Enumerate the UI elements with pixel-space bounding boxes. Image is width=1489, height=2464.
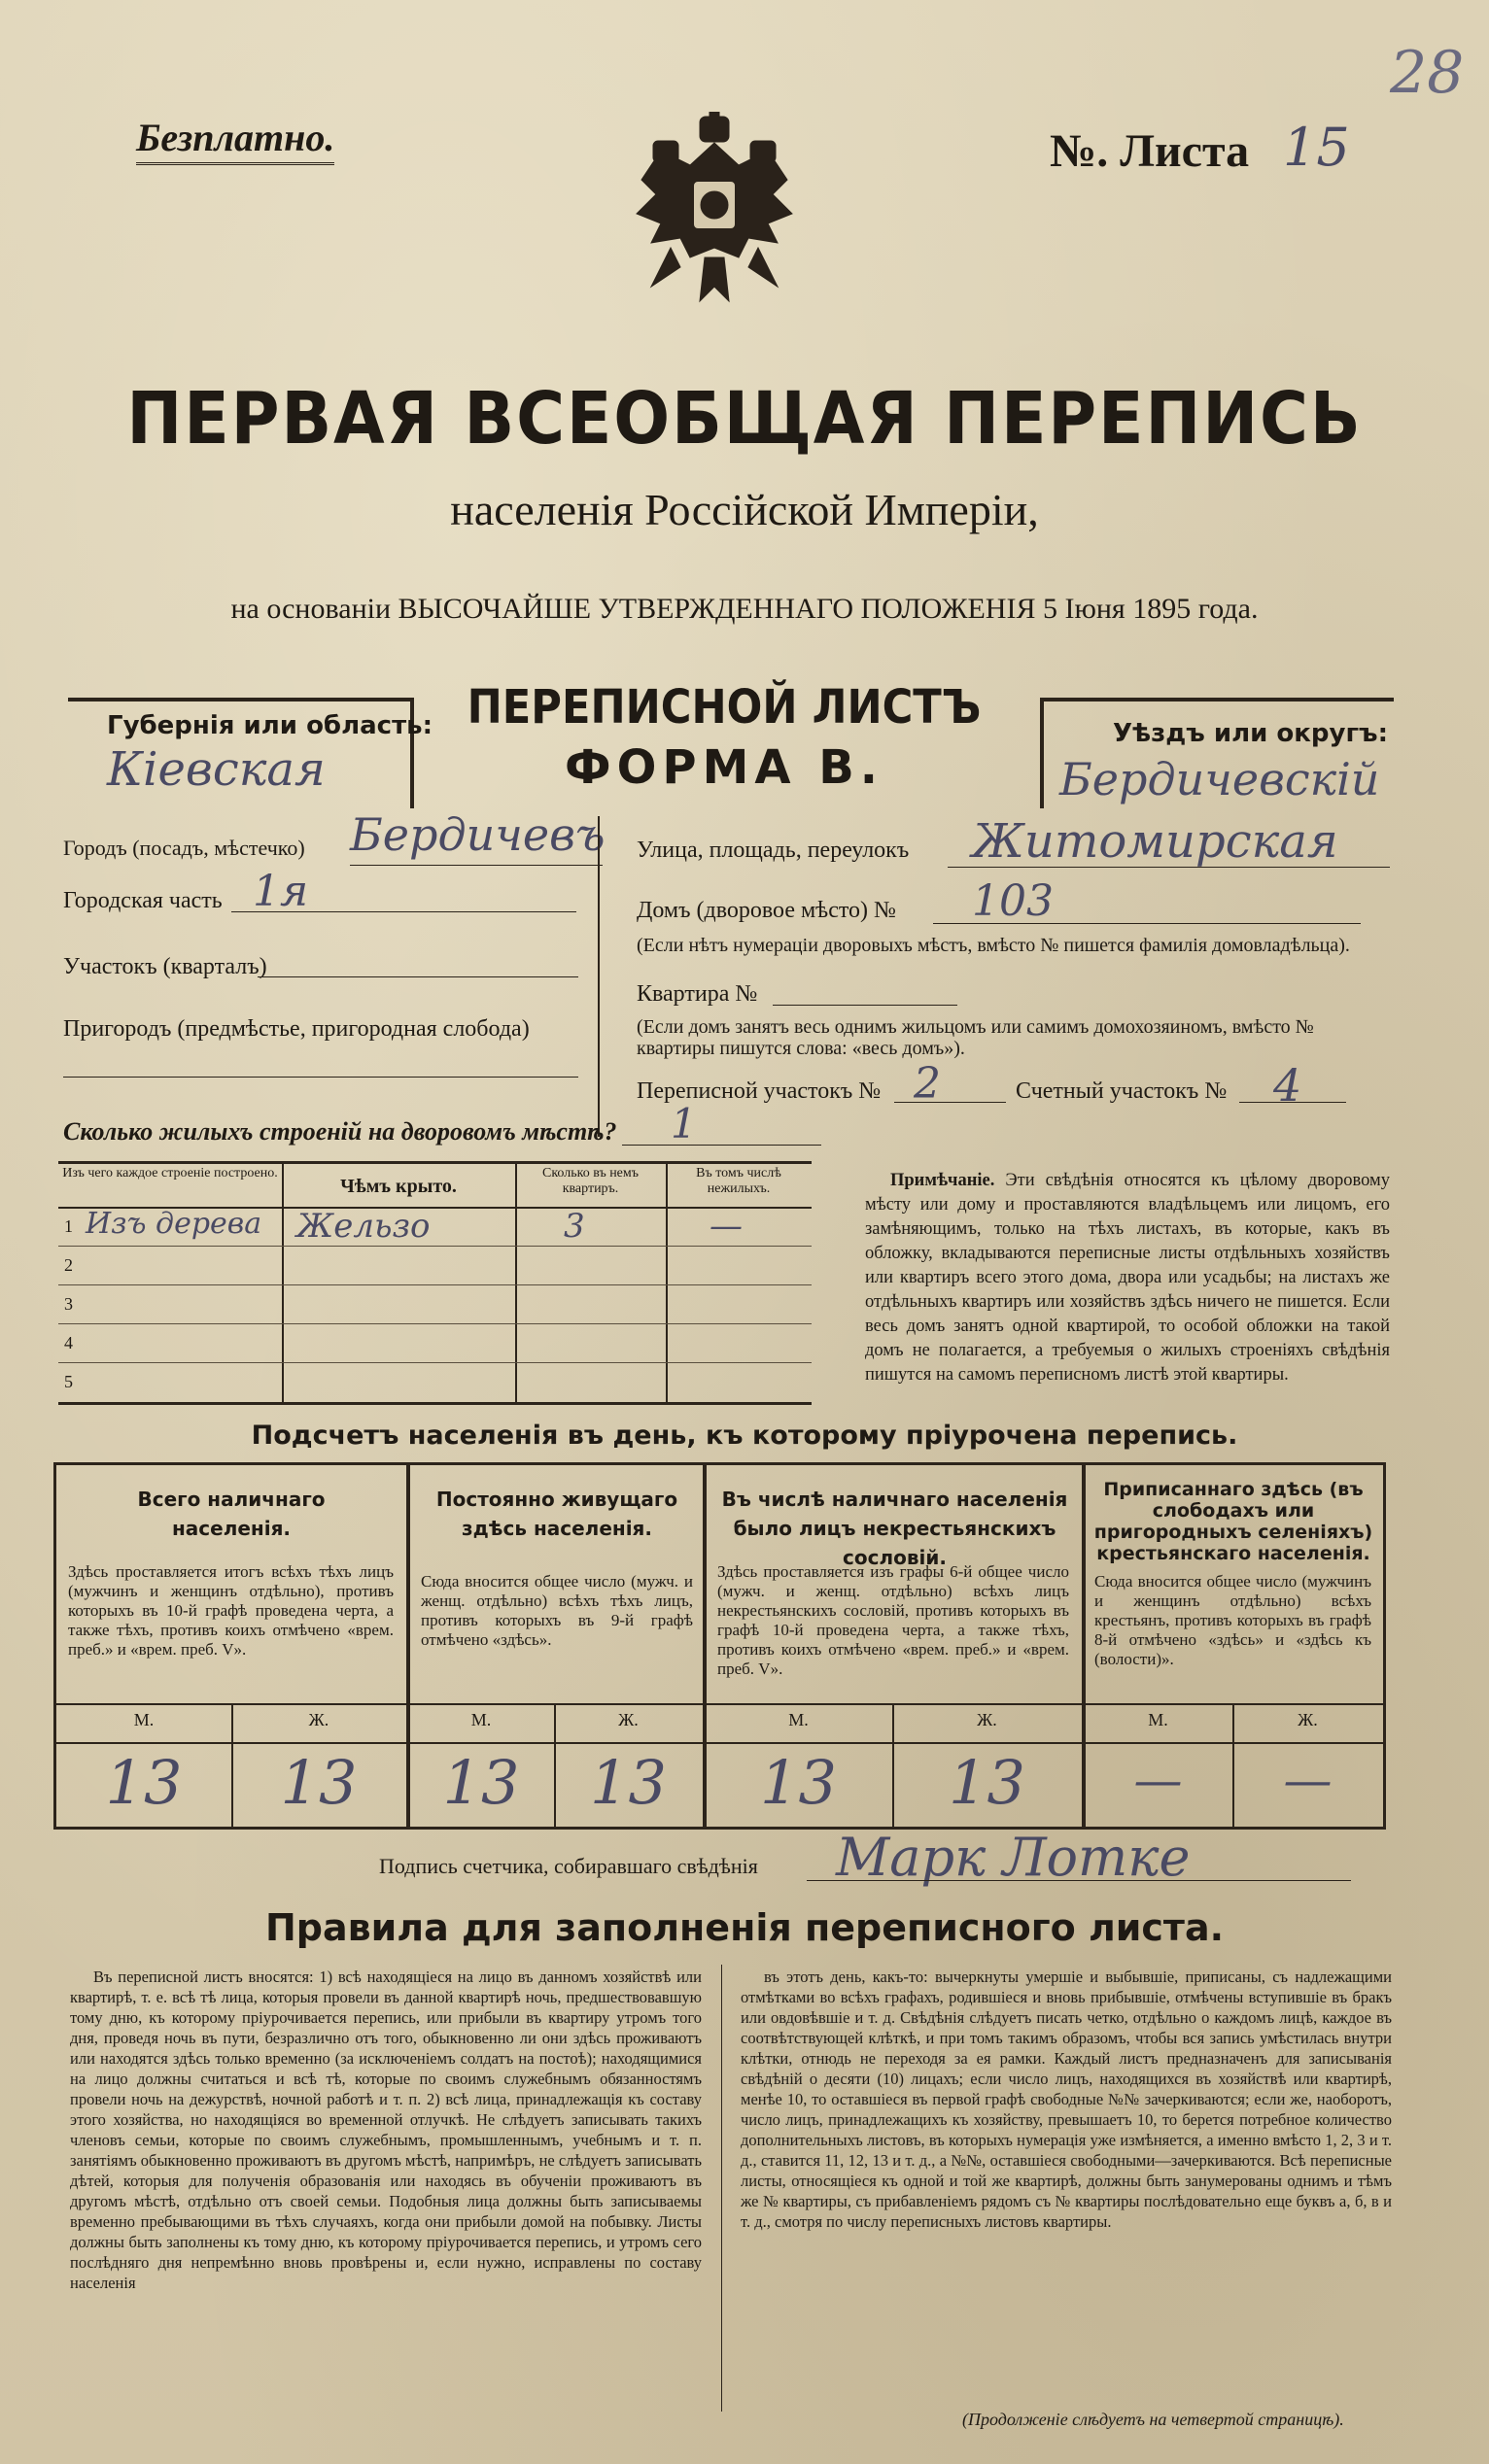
city-label: Городъ (посадъ, мѣстечко) xyxy=(63,836,305,860)
imperial-eagle-icon xyxy=(632,112,797,321)
main-title: ПЕРВАЯ ВСЕОБЩАЯ ПЕРЕПИСЬ xyxy=(126,377,1363,461)
guberniya-value: Кіевская xyxy=(107,742,326,797)
sheet-number-value: 15 xyxy=(1283,117,1350,178)
m-label: М. xyxy=(133,1710,155,1729)
buildings-note xyxy=(865,1169,1390,1387)
uezd-label: Уѣздъ или округъ: xyxy=(1113,719,1388,748)
f-label: Ж. xyxy=(308,1710,329,1729)
rules-continued: (Продолженіе слѣдуетъ на четвертой страницѣ). xyxy=(962,2410,1344,2429)
house-value: 103 xyxy=(972,876,1054,926)
table-row xyxy=(58,1362,812,1401)
count-district-line xyxy=(1239,1102,1346,1103)
suburb-line xyxy=(63,1077,578,1078)
table-row xyxy=(58,1246,812,1285)
pop-col-total-text: Здѣсь проставляется итогъ всѣхъ тѣхъ лицъ (мужчинъ и женщинъ отдѣльно), противъ которыхъ въ 10-й графѣ проведена черта, а также тѣхъ, противъ коихъ отмѣчено «врем. преб.» и «врем. преб. V». xyxy=(68,1562,394,1659)
table-row xyxy=(58,1207,812,1247)
row-number: 4 xyxy=(64,1333,73,1352)
district-line xyxy=(258,976,578,977)
row-number: 3 xyxy=(64,1294,73,1314)
population-heading: Подсчетъ населенія въ день, къ которому пріурочена перепись. xyxy=(251,1420,1238,1451)
city-part-label: Городская часть xyxy=(63,888,223,913)
census-district-value: 2 xyxy=(914,1059,941,1109)
table-row xyxy=(58,1323,812,1363)
form-name: ПЕРЕПИСНОЙ ЛИСТЪ xyxy=(467,680,982,735)
house-note: (Если нѣтъ нумераціи дворовыхъ мѣстъ, вмѣсто № пишется фамилія домовладѣльца). xyxy=(637,935,1350,956)
pop-col-total-title: Всего наличнаго населенія. xyxy=(137,1488,326,1540)
m-label: М. xyxy=(470,1710,492,1729)
form-type: ФОРМА В. xyxy=(564,740,884,795)
guberniya-label: Губернія или область: xyxy=(107,711,433,740)
pop-col-permanent-text: Сюда вносится общее число (мужч. и женщ. отдѣльно) всѣхъ тѣхъ лицъ, противъ которыхъ въ 9-й графѣ отмѣчено «здѣсь». xyxy=(421,1572,693,1649)
house-label: Домъ (дворовое мѣсто) № xyxy=(637,898,896,923)
pop-peasant-f: — xyxy=(1283,1752,1333,1808)
pop-col-permanent-title: Постоянно живущаго здѣсь населенія. xyxy=(435,1488,678,1540)
pop-total-f: 13 xyxy=(280,1747,358,1818)
row-apartments: 3 xyxy=(564,1207,585,1246)
apartment-note: (Если домъ занятъ весь однимъ жильцомъ или самимъ домохозяиномъ, вмѣсто № квартиры пишутся слова: «весь домъ»). xyxy=(637,1016,1314,1059)
f-label: Ж. xyxy=(1298,1710,1318,1729)
row-material: Изъ дерева xyxy=(86,1207,262,1241)
street-line xyxy=(948,867,1390,868)
rules-right: въ этотъ день, какъ-то: вычеркнуты умершіе и выбывшіе, приписаны, съ надлежащими отмѣтками во всѣхъ графахъ, родившіеся и вновь прибывшіе, отмѣчены вступившіе въ бракъ или овдовѣвшіе и т. д. Свѣдѣнія слѣдуетъ писать четко, отдѣльно о каждомъ лицѣ, каждое въ соотвѣтствующей клѣткѣ, и при томъ такимъ образомъ, чтобы вся запись умѣстилась внутри клѣтки, отнюдь не переходя за ея рамки. Каждый листъ предназначенъ для записыванія свѣдѣній о десяти (10) лицахъ; если число лицъ, находящихся въ хозяйствѣ или квартирѣ, менѣе 10, то оставшіеся въ первой графѣ свободные №№ зачеркиваются; если же, наоборотъ, число лицъ, принадлежащихъ къ хозяйству, превышаетъ 10, то берется потребное количество дополнительныхъ листовъ, въ которыхъ нумерація уже измѣняется, а именно вмѣсто 1, 2, 3 и т. д., ставится 11, 12, 13 и т. д., а №№, оставшіеся свободными—зачеркиваются. Всѣ переписные листы, относящіеся къ одной и той же квартирѣ, должны быть занумерованы однимъ и тѣмъ же № квартиры, съ прибавленіемъ рядомъ съ № квартиры послѣдовательно еще буквъ а, б, в и т. д., смотря по числу переписныхъ листовъ квартиры. xyxy=(741,1968,1392,2231)
uezd-value: Бердичевскій xyxy=(1059,753,1380,805)
rules-title: Правила для заполненія переписного листа. xyxy=(264,1906,1225,1949)
rules-divider xyxy=(721,1965,722,2412)
street-value: Житомирская xyxy=(972,814,1338,869)
pop-col-peasant-title: Приписаннаго здѣсь (въ слободахъ или пригородныхъ селеніяхъ) крестьянскаго населенія. xyxy=(1093,1479,1373,1564)
signature-label: Подпись счетчика, собиравшаго свѣдѣнія xyxy=(379,1854,758,1878)
count-district-value: 4 xyxy=(1273,1059,1302,1112)
buildings-question: Сколько жилыхъ строеній на дворовомъ мѣстѣ? xyxy=(63,1117,617,1146)
buildings-table xyxy=(58,1161,812,1405)
buildings-col-nonresidential: Въ томъ числѣ нежилыхъ. xyxy=(696,1166,781,1196)
pop-permanent-m: 13 xyxy=(442,1747,520,1818)
table-row xyxy=(58,1284,812,1324)
sheet-number-label: №. Листа xyxy=(1050,125,1250,177)
row-roof: Жельзо xyxy=(296,1207,431,1246)
note-title: Примѣчаніе. xyxy=(890,1171,995,1190)
city-part-value: 1я xyxy=(253,867,309,916)
pop-col-nonpeasant-title: Въ числѣ наличнаго населенія было лицъ некрестьянскихъ сословій. xyxy=(721,1488,1068,1569)
city-line xyxy=(350,865,603,866)
archive-number: 28 xyxy=(1390,39,1465,107)
buildings-col-material: Изъ чего каждое строеніе построено. xyxy=(62,1166,278,1181)
buildings-col-roof: Чѣмъ крыто. xyxy=(340,1176,457,1197)
pop-total-m: 13 xyxy=(105,1747,183,1818)
signature-line xyxy=(807,1880,1351,1881)
row-number: 5 xyxy=(64,1372,73,1391)
f-label: Ж. xyxy=(977,1710,997,1729)
apartment-line xyxy=(773,1005,957,1006)
buildings-col-apartments: Сколько въ немъ квартиръ. xyxy=(541,1166,639,1196)
signature-value: Марк Лотке xyxy=(836,1827,1191,1888)
mf-header-top xyxy=(56,1703,1383,1705)
note-text: Эти свѣдѣнія относятся къ цѣлому дворовому мѣсту или дому и проставляются владѣльцемъ или лицомъ, его замѣняющимъ, только на тѣхъ листахъ, въ которые, какъ въ обложку, вкладываются переписные листы отдѣльныхъ хозяйствъ или квартиръ всего этого дома, двора или усадьбы; на листахъ же отдѣльныхъ квартиръ или хозяйствъ здѣсь ничего не пишется. Если весь домъ занятъ одной квартирой, то особой обложки на такой домъ не полагается, а требуемыя о жилыхъ строеніяхъ свѣдѣнія пишутся на самомъ переписномъ листѣ этой квартиры. xyxy=(865,1171,1390,1385)
street-label: Улица, площадь, переулокъ xyxy=(637,838,910,863)
buildings-answer: 1 xyxy=(671,1100,697,1147)
pop-permanent-f: 13 xyxy=(590,1747,667,1818)
basis-line: на основаніи ВЫСОЧАЙШЕ УТВЕРЖДЕННАГО ПОЛОЖЕНІЯ 5 Іюня 1895 года. xyxy=(230,593,1259,625)
f-label: Ж. xyxy=(618,1710,639,1729)
subtitle: населенія Россійской Имперіи, xyxy=(450,485,1039,534)
row-number: 1 xyxy=(64,1216,73,1236)
mf-header-bottom xyxy=(56,1742,1383,1744)
house-line xyxy=(933,923,1361,924)
address-divider xyxy=(598,816,600,1137)
pop-peasant-m: — xyxy=(1133,1752,1183,1808)
rules-left: Въ переписной листъ вносятся: 1) всѣ находящіеся на лицо въ данномъ хозяйствѣ или квартирѣ, т. е. всѣ тѣ лица, которыя провели въ данной квартирѣ ночь, предшествовавшую тому дню, къ которому пріурочивается перепись, или прибыли въ квартиру утромъ того дня, проведя ночь въ пути, безразлично отъ того, обыкновенно ли они здѣсь проживаютъ или находятся здѣсь только временно (за исключеніемъ солдатъ на постоѣ); находящимися на лицо должны считаться и всѣ тѣ, которые по своимъ служебнымъ обязанностямъ провели ночь на дежурствѣ, ночной работѣ и т. п. 2) всѣ лица, принадлежащія къ составу этого хозяйства, но находящіяся во временной отлучкѣ. Не слѣдуетъ записывать такихъ членовъ семьи, которые по своимъ служебнымъ, промышленнымъ, учебнымъ и т. п. занятіямъ обыкновенно проживаютъ въ другомъ мѣстѣ, напримѣръ, не слѣдуетъ записывать дѣтей, которыя для полученія образованія или находясь въ обученіи проживаютъ въ другомъ мѣстѣ, отдѣльно отъ своей семьи. Подобныя лица должны быть записываемы временно пребывающими въ тѣхъ случаяхъ, когда они прибыли домой на побывку. Листы должны быть заполнены къ тому дню, къ которому пріурочивается перепись, и утромъ сего послѣдняго дня непремѣнно вновь провѣрены и, если нужно, исправлены по составу населенія xyxy=(70,1968,702,2292)
buildings-answer-line xyxy=(622,1145,821,1146)
row-number: 2 xyxy=(64,1255,73,1275)
pop-col-nonpeasant-text: Здѣсь проставляется изъ графы 6-й общее число (мужч. и женщ. отдѣльно) всѣхъ лицъ некрестьянскихъ сословій, противъ которыхъ въ графѣ 10-й проведена черта, а также тѣхъ, противъ коихъ отмѣчено «врем. преб.» и «врем. преб. V». xyxy=(717,1562,1069,1678)
census-district-line xyxy=(894,1102,1006,1103)
city-part-line xyxy=(231,911,576,912)
free-label: Безплатно. xyxy=(136,115,334,165)
count-district-label: Счетный участокъ № xyxy=(1016,1078,1228,1104)
pop-nonpeasant-f: 13 xyxy=(949,1747,1025,1818)
pop-col-peasant-text: Сюда вносится общее число (мужчинъ и женщинъ отдѣльно) всѣхъ крестьянъ, противъ которыхъ въ графѣ 8-й отмѣчено «здѣсь» и «здѣсь къ (волости)». xyxy=(1094,1572,1371,1668)
city-value: Бердичевъ xyxy=(350,808,606,861)
pop-nonpeasant-m: 13 xyxy=(760,1747,837,1818)
row-nonresidential: — xyxy=(710,1207,743,1246)
population-table xyxy=(53,1462,1386,1830)
m-label: М. xyxy=(1148,1710,1168,1729)
district-label: Участокъ (кварталъ) xyxy=(63,954,267,979)
census-district-label: Переписной участокъ № xyxy=(637,1078,882,1104)
m-label: М. xyxy=(788,1710,809,1729)
apartment-label: Квартира № xyxy=(637,981,758,1007)
suburb-label: Пригородъ (предмѣстье, пригородная слобода) xyxy=(63,1016,530,1042)
